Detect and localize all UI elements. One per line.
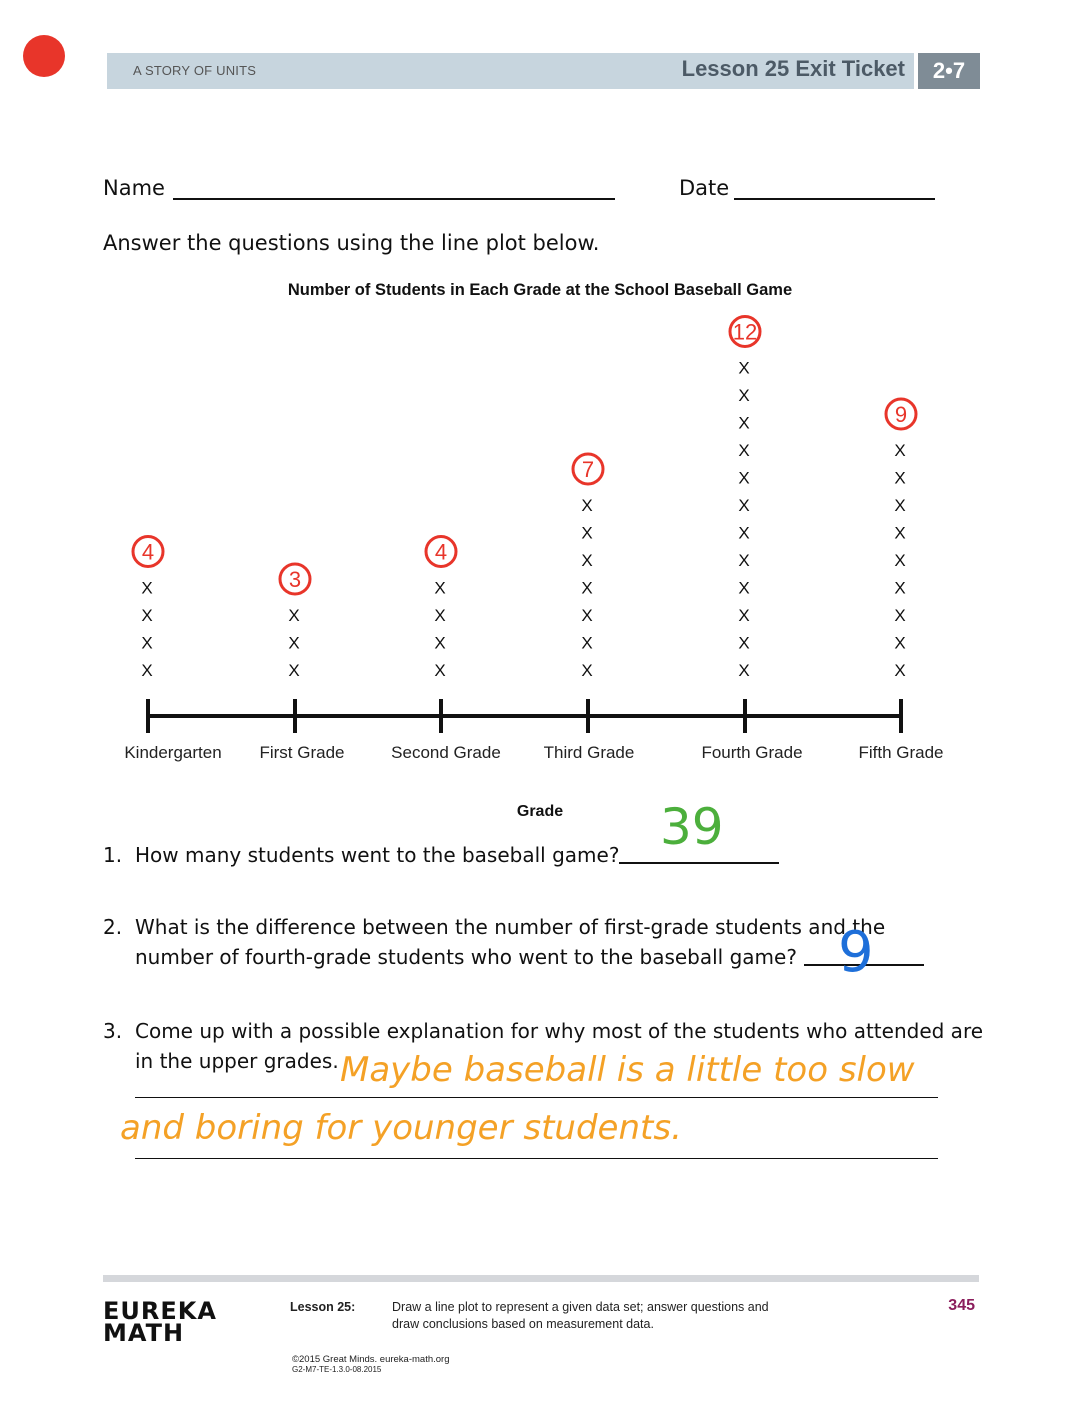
data-mark-x: X <box>738 551 750 570</box>
data-mark-x: X <box>738 523 750 543</box>
data-mark-x: X <box>434 578 446 598</box>
data-mark-x: X <box>434 606 446 625</box>
question-3-answer-line-2-text: and boring for younger students. <box>120 1108 682 1148</box>
count-annotation: 4 <box>434 539 448 565</box>
data-mark-x: X <box>738 358 750 378</box>
data-mark-x: X <box>434 633 446 653</box>
question-1-answer: 39 <box>660 798 724 856</box>
data-mark-x: X <box>738 633 750 653</box>
data-mark-x: X <box>894 606 906 625</box>
data-mark-x: X <box>894 633 906 653</box>
date-label: Date <box>679 176 730 200</box>
data-mark-x: X <box>288 633 300 653</box>
question-1-text: How many students went to the baseball game? <box>135 843 620 867</box>
data-mark-x: X <box>141 578 153 598</box>
name-field[interactable] <box>173 198 615 200</box>
question-2-number: 2. <box>103 915 123 939</box>
x-axis-label: Grade <box>516 803 564 820</box>
footer-lesson-desc-2: draw conclusions based on measurement data. <box>392 1317 654 1331</box>
data-mark-x: X <box>894 468 906 488</box>
count-annotation: 4 <box>141 539 155 565</box>
data-mark-x: X <box>738 661 750 680</box>
data-mark-x: X <box>894 441 906 460</box>
data-mark-x: X <box>434 661 446 680</box>
eureka-math-logo <box>103 1297 217 1347</box>
data-mark-x: X <box>581 523 593 543</box>
data-mark-x: X <box>738 413 750 433</box>
lesson-title: Lesson 25 Exit Ticket <box>681 56 905 81</box>
question-2-line-1: What is the difference between the number of first-grade students and the <box>135 915 886 939</box>
data-mark-x: X <box>581 578 593 598</box>
category-label: Second Grade <box>391 743 501 762</box>
data-mark-x: X <box>738 606 750 625</box>
category-label: Fifth Grade <box>858 743 944 762</box>
category-label: Third Grade <box>543 743 635 762</box>
data-mark-x: X <box>894 578 906 598</box>
question-3-answer-line-1-text: Maybe baseball is a little too slow <box>340 1050 915 1090</box>
instructions: Answer the questions using the line plot below. <box>103 231 600 255</box>
date-field[interactable] <box>734 198 935 200</box>
data-mark-x: X <box>738 578 750 598</box>
question-3-line-2: in the upper grades. <box>135 1049 339 1073</box>
question-2-answer: 9 <box>838 920 874 985</box>
count-annotation: 12 <box>732 319 758 345</box>
chart-title: Number of Students in Each Grade at the School Baseball Game <box>287 281 793 299</box>
category-label: Fourth Grade <box>701 743 803 762</box>
line-plot <box>0 300 1088 830</box>
data-mark-x: X <box>894 523 906 543</box>
name-label: Name <box>103 176 165 200</box>
data-mark-x: X <box>141 633 153 653</box>
data-mark-x: X <box>894 661 906 680</box>
footer-copyright: ©2015 Great Minds. eureka-math.org <box>292 1354 450 1365</box>
question-2-line-2: number of fourth-grade students who went to the baseball game? <box>135 945 797 969</box>
data-mark-x: X <box>581 496 593 515</box>
count-annotation: 7 <box>581 457 595 482</box>
data-mark-x: X <box>581 606 593 625</box>
question-1-number: 1. <box>103 843 123 867</box>
grade-badge: 2•7 <box>918 53 980 89</box>
data-mark-x: X <box>581 551 593 570</box>
data-mark-x: X <box>581 633 593 653</box>
count-annotation: 3 <box>288 567 302 592</box>
data-mark-x: X <box>288 606 300 625</box>
data-mark-x: X <box>738 496 750 515</box>
question-3-answer-line-1[interactable] <box>135 1097 938 1098</box>
question-1-answer-line[interactable] <box>619 862 779 864</box>
data-mark-x: X <box>894 496 906 515</box>
red-marker-dot <box>23 35 65 77</box>
data-mark-x: X <box>581 661 593 680</box>
category-label: First Grade <box>259 743 345 762</box>
data-mark-x: X <box>141 661 153 680</box>
footer-lesson-label: Lesson 25: <box>290 1300 356 1314</box>
footer-code: G2-M7-TE-1.3.0-08.2015 <box>292 1365 382 1374</box>
data-mark-x: X <box>141 606 153 625</box>
question-3-number: 3. <box>103 1019 123 1043</box>
category-label: Kindergarten <box>124 743 222 762</box>
data-mark-x: X <box>738 468 750 488</box>
footer-lesson-desc-1: Draw a line plot to represent a given data set; answer questions and <box>392 1300 769 1314</box>
question-3-answer-line-2[interactable] <box>135 1158 938 1159</box>
question-3-line-1: Come up with a possible explanation for why most of the students who attended are <box>135 1019 984 1043</box>
count-annotation: 9 <box>894 402 908 427</box>
data-mark-x: X <box>894 551 906 570</box>
footer-bar <box>103 1275 979 1282</box>
page-number: 345 <box>948 1297 975 1314</box>
series-title: A STORY OF UNITS <box>133 63 257 78</box>
data-mark-x: X <box>288 661 300 680</box>
data-mark-x: X <box>738 386 750 405</box>
logo-line-2: MATH <box>103 1319 185 1347</box>
data-mark-x: X <box>738 441 750 460</box>
logo-line-1: EUREKA <box>103 1297 217 1325</box>
